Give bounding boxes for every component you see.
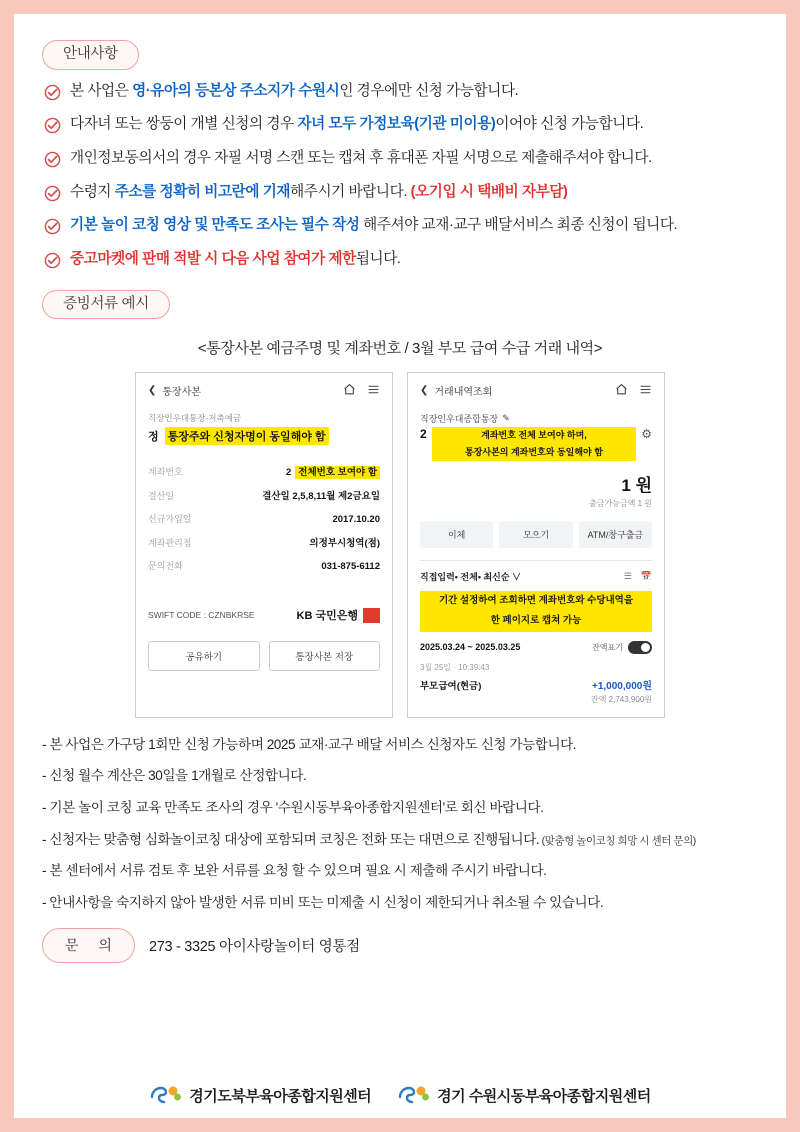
- bankbook-detail-row: [148, 483, 380, 507]
- account-label: 직장인우대종합통장: [420, 414, 499, 425]
- notice-text-segment: 주소를 정확히 비고란에 기재: [114, 183, 291, 200]
- footer-center-suwon-name: 경기 수원시동부육아종합지원센터: [437, 1087, 651, 1105]
- bankbook-header: [148, 383, 380, 398]
- note-item: [42, 894, 758, 912]
- atm-withdraw-button[interactable]: ATM/창구출금: [579, 521, 652, 548]
- evidence-caption: <통장사본 예금주명 및 계좌번호 / 3월 부모 급여 수급 거래 내역>: [197, 340, 603, 358]
- home-icon[interactable]: [615, 383, 628, 398]
- balance-amount: 1 원: [621, 476, 652, 496]
- notice-item: [44, 115, 758, 135]
- balance-toggle[interactable]: [628, 641, 652, 654]
- notice-text-segment: 됩니다.: [355, 250, 401, 267]
- bankbook-copy-screenshot: [135, 372, 393, 718]
- notice-text-segment: 자녀 모두 가정보육(기관 미이용): [297, 116, 496, 133]
- notice-text-segment: 기본 놀이 코칭 영상 및 만족도 조사는 필수 작성: [70, 217, 360, 234]
- notice-item: [44, 149, 758, 169]
- account-owner-row: [148, 427, 380, 445]
- calendar-icon[interactable]: 📅: [640, 571, 652, 582]
- transaction-history-screenshot: [407, 372, 665, 718]
- bankbook-detail-row: [148, 554, 380, 577]
- notice-item-text: [70, 82, 518, 102]
- bankbook-detail-key: 계좌번호: [148, 467, 183, 478]
- transaction-label: 부모급여(현금): [420, 680, 482, 692]
- bankbook-detail-row: [148, 459, 380, 483]
- account-number: 2: [420, 427, 427, 442]
- swift-code: SWIFT CODE : CZNBKRSE: [148, 610, 255, 621]
- note-item-text: - 신청자는 맞춤형 심화놀이코칭 대상에 포함되며 코칭은 전화 또는 대면으로 진행됩니다.: [42, 831, 540, 847]
- account-number-highlight-line1: 계좌번호 전체 보여야 하며,: [432, 427, 637, 444]
- bankbook-detail-value: 결산일 2,5,8,11월 제2금요일: [262, 491, 380, 503]
- transaction-header-title: 거래내역조회: [434, 387, 493, 399]
- account-number-prefix: 2: [286, 467, 292, 479]
- bankbook-detail-value: 031-875-6112: [321, 561, 380, 573]
- note-item: [42, 767, 758, 785]
- evidence-section-header: [42, 290, 758, 320]
- notice-text-segment: 해주시기 바랍니다.: [290, 183, 411, 200]
- notice-text-segment: 개인정보동의서의 경우 자필 서명 스캔 또는 캡쳐 후 휴대폰 자필 서명으로 제출해주셔야 합니다.: [70, 149, 652, 166]
- transaction-amount: +1,000,000원: [592, 680, 652, 692]
- contact-label-pill: 문 의: [42, 928, 135, 963]
- footer-center-north: [149, 1084, 371, 1106]
- list-view-icon[interactable]: ☰: [623, 571, 632, 582]
- collect-button[interactable]: 모으기: [499, 521, 572, 548]
- notice-text-segment: 수령지: [70, 183, 115, 200]
- notice-item: [44, 82, 758, 102]
- check-circle-icon: [44, 84, 61, 101]
- note-item-text: - 신청 월수 계산은 30일을 1개월로 산정합니다.: [42, 768, 307, 784]
- notice-item-text: [70, 149, 652, 169]
- notice-text-segment: 인 경우에만 신청 가능합니다.: [339, 82, 519, 99]
- balance-toggle-label: 잔액표기: [592, 642, 623, 652]
- back-arrow-icon[interactable]: ❮: [148, 384, 157, 396]
- bankbook-header-title: 통장사본: [162, 387, 202, 399]
- evidence-images: [42, 372, 758, 718]
- footer-center-suwon: [397, 1084, 651, 1106]
- transaction-time: 3월 25일 · 10:39:43: [420, 662, 490, 672]
- menu-icon[interactable]: [639, 383, 652, 398]
- bankbook-detail-key: 결산일: [148, 491, 175, 502]
- contact-row: [42, 928, 758, 963]
- check-circle-icon: [44, 151, 61, 168]
- bankbook-detail-value: [286, 464, 380, 478]
- transfer-button[interactable]: 이체: [420, 521, 493, 548]
- account-label-row: [420, 412, 652, 425]
- center-logo-icon: [397, 1084, 431, 1106]
- evidence-title-pill: 증빙서류 예시: [42, 290, 170, 320]
- account-type-label: 직장인우대통장-저축예금: [148, 413, 242, 424]
- bankbook-detail-rows: [148, 459, 380, 577]
- swift-row: [148, 599, 380, 623]
- capture-note-line1: 기간 설정하여 조회하면 계좌번호와 수당내역을: [420, 591, 652, 611]
- check-circle-icon: [44, 218, 61, 235]
- notice-list: [44, 82, 758, 270]
- bank-logo: [297, 607, 380, 623]
- date-range: 2025.03.24 ~ 2025.03.25: [420, 642, 521, 653]
- gear-icon[interactable]: ⚙: [641, 427, 652, 442]
- check-circle-icon: [44, 252, 61, 269]
- notice-item: [44, 250, 758, 270]
- bankbook-detail-value: 2017.10.20: [332, 514, 380, 526]
- notice-text-segment: 중고마켓에 판매 적발 시 다음 사업 참여가 제한: [70, 250, 356, 267]
- note-item: [42, 831, 758, 849]
- note-item: [42, 736, 758, 754]
- notice-text-segment: 이어야 신청 가능합니다.: [495, 116, 644, 133]
- notice-title-pill: 안내사항: [42, 40, 139, 70]
- check-circle-icon: [44, 185, 61, 202]
- document-sheet: [14, 14, 786, 1118]
- notice-item-text: [70, 183, 568, 203]
- notice-item: [44, 183, 758, 203]
- bankbook-detail-key: 문의전화: [148, 561, 183, 572]
- seal-stamp-icon: [363, 608, 380, 623]
- bankbook-detail-value: 의정부시청역(점): [309, 538, 380, 550]
- account-number-highlight-line2: 통장사본의 계좌번호와 동일해야 함: [432, 444, 637, 461]
- bankbook-buttons: [148, 641, 380, 671]
- contact-value: 273 - 3325 아이사랑놀이터 영통점: [148, 938, 360, 955]
- withdrawable-amount: 출금가능금액 1 원: [589, 499, 652, 509]
- menu-icon[interactable]: [367, 383, 380, 398]
- home-icon[interactable]: [343, 383, 356, 398]
- note-item: [42, 799, 758, 817]
- bank-name: KB 국민은행: [296, 610, 358, 623]
- notice-section-header: [42, 40, 758, 70]
- footer: [14, 1084, 786, 1106]
- transaction-header: [420, 383, 652, 398]
- check-circle-icon: [44, 117, 61, 134]
- notes-list: [42, 736, 758, 912]
- transaction-filter-row[interactable]: [420, 560, 652, 583]
- filter-label[interactable]: 직접입력• 전체• 최신순 ∨: [420, 572, 522, 583]
- notice-item-text: [70, 250, 401, 270]
- note-item-text: - 본 센터에서 서류 검토 후 보완 서류를 요청 할 수 있으며 필요 시 제출해 주시기 바랍니다.: [42, 863, 547, 879]
- center-logo-icon: [149, 1084, 183, 1106]
- account-number-highlight: 전체번호 보여야 함: [295, 466, 380, 479]
- account-owner-prefix: 정: [148, 431, 159, 444]
- notice-text-segment: 영·유아의 등본상 주소지가 수원시: [132, 82, 340, 99]
- note-item-text: - 본 사업은 가구당 1회만 신청 가능하며 2025 교재·교구 배달 서비스 신청자도 신청 가능합니다.: [42, 736, 577, 752]
- save-bankbook-button[interactable]: 통장사본 저장: [269, 641, 381, 671]
- note-item-subtext: (맞춤형 놀이코칭 희망 시 센터 문의): [539, 834, 696, 847]
- share-button[interactable]: 공유하기: [148, 641, 260, 671]
- back-arrow-icon[interactable]: ❮: [420, 384, 429, 396]
- bankbook-detail-key: 신규가입일: [148, 514, 192, 525]
- notice-item-text: [70, 216, 677, 236]
- note-item: [42, 862, 758, 880]
- owner-name-highlight: 통장주와 신청자명이 동일해야 함: [165, 427, 329, 445]
- notice-item-text: [70, 115, 643, 135]
- edit-pencil-icon[interactable]: ✎: [502, 413, 510, 424]
- bankbook-detail-key: 계좌관리점: [148, 538, 192, 549]
- notice-item: [44, 216, 758, 236]
- note-item-text: - 안내사항을 숙지하지 않아 발생한 서류 미비 또는 미제출 시 신청이 제한되거나 취소될 수 있습니다.: [42, 895, 604, 911]
- notice-text-segment: 다자녀 또는 쌍둥이 개별 신청의 경우: [70, 116, 298, 133]
- date-range-row: [420, 641, 652, 654]
- bankbook-detail-row: [148, 530, 380, 554]
- notice-text-segment: 본 사업은: [70, 82, 133, 99]
- notice-text-segment: (오기입 시 택배비 자부담): [410, 183, 568, 200]
- bankbook-detail-row: [148, 507, 380, 530]
- note-item-text: - 기본 놀이 코칭 교육 만족도 조사의 경우 '수원시동부육아종합지원센터'로 회신 바랍니다.: [42, 800, 544, 816]
- account-number-row: [420, 427, 652, 461]
- capture-note-line2: 한 페이지로 캡쳐 가능: [420, 611, 652, 631]
- transaction-row: [420, 677, 652, 692]
- transaction-balance: 잔액 2,743,900원: [591, 694, 652, 704]
- notice-text-segment: 해주셔야 교재·교구 배달서비스 최종 신청이 됩니다.: [359, 217, 678, 234]
- transaction-action-buttons: [420, 521, 652, 548]
- footer-center-north-name: 경기도북부육아종합지원센터: [189, 1087, 372, 1105]
